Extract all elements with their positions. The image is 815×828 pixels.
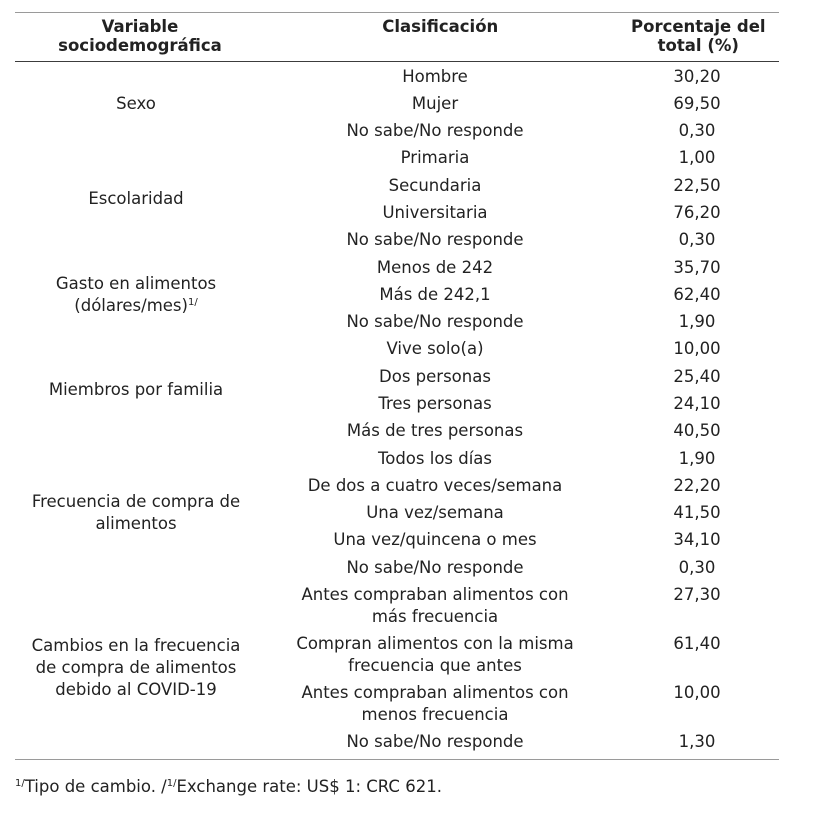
row-classification-line: Una vez/semana xyxy=(366,503,504,523)
row-classification-line: Una vez/quincena o mes xyxy=(333,530,537,550)
group-variable xyxy=(15,491,257,535)
group-variable-line xyxy=(15,635,257,657)
group-variable xyxy=(15,273,257,317)
table-row xyxy=(267,390,779,417)
row-classification-line: menos frecuencia xyxy=(361,704,509,724)
header-classification xyxy=(275,13,606,61)
row-classification xyxy=(267,284,603,306)
row-classification xyxy=(267,311,603,333)
group-variable-line xyxy=(15,679,257,701)
table-row xyxy=(267,554,779,581)
header-variable-line-1: Variable xyxy=(101,17,179,36)
row-classification-line: Primaria xyxy=(400,148,470,168)
table-row xyxy=(267,472,779,499)
row-classification xyxy=(267,502,603,524)
row-percentage: 61,40 xyxy=(673,633,721,653)
row-classification xyxy=(267,448,603,470)
row-percentage: 0,30 xyxy=(678,230,716,250)
group-variable-text: de compra de alimentos xyxy=(35,658,237,678)
group-variable-text: alimentos xyxy=(95,514,177,534)
table-row xyxy=(267,90,779,117)
row-classification-line: Tres personas xyxy=(378,394,492,414)
group-variable-text: Frecuencia de compra de xyxy=(31,492,241,512)
row-classification xyxy=(267,175,603,197)
group-variable xyxy=(15,188,257,210)
row-percentage: 24,10 xyxy=(673,394,721,414)
row-classification-line: frecuencia que antes xyxy=(348,655,522,675)
row-classification-line: Todos los días xyxy=(377,448,493,468)
group-rows xyxy=(267,254,779,336)
row-classification-line: No sabe/No responde xyxy=(346,557,524,577)
row-classification xyxy=(267,120,603,142)
row-classification xyxy=(267,93,603,115)
group-rows xyxy=(267,581,779,755)
table-header xyxy=(15,13,779,61)
row-percentage: 69,50 xyxy=(673,93,721,113)
row-classification-line: No sabe/No responde xyxy=(346,121,524,141)
row-percentage: 0,30 xyxy=(678,121,716,141)
header-variable-line-2: sociodemográfica xyxy=(58,36,222,55)
row-percentage: 76,20 xyxy=(673,203,721,223)
group-variable-text: Miembros por familia xyxy=(48,380,224,400)
row-classification-line: Hombre xyxy=(402,66,468,86)
group-variable-line xyxy=(15,273,257,295)
table-group xyxy=(15,581,779,755)
group-rows xyxy=(267,336,779,445)
row-classification xyxy=(267,338,603,360)
row-classification xyxy=(267,66,603,88)
group-variable xyxy=(15,93,257,115)
row-percentage: 0,30 xyxy=(678,557,716,577)
table-row xyxy=(267,118,779,145)
footnote-text-es: Tipo de cambio. / xyxy=(24,777,167,796)
table-row xyxy=(267,500,779,527)
row-percentage: 30,20 xyxy=(673,66,721,86)
row-classification-line: Menos de 242 xyxy=(376,257,494,277)
table-group xyxy=(15,254,779,336)
header-percentage xyxy=(618,13,779,61)
row-percentage: 34,10 xyxy=(673,530,721,550)
row-percentage: 25,40 xyxy=(673,366,721,386)
group-variable-text: Sexo xyxy=(116,93,156,113)
row-classification xyxy=(267,202,603,224)
table-row xyxy=(267,581,779,630)
row-percentage: 1,90 xyxy=(678,448,716,468)
group-variable-text: (dólares/mes) xyxy=(74,295,188,315)
row-classification xyxy=(267,229,603,251)
header-percentage-line-1: Porcentaje del xyxy=(631,17,766,36)
group-variable xyxy=(15,379,257,401)
row-classification-line: No sabe/No responde xyxy=(346,731,524,751)
row-classification xyxy=(267,557,603,579)
sociodemographic-table xyxy=(15,12,779,760)
group-variable-text: debido al COVID-19 xyxy=(55,680,217,700)
table-row xyxy=(267,728,779,755)
footnote-marker-1: 1/ xyxy=(15,778,25,789)
row-classification xyxy=(267,420,603,442)
group-variable-text: Cambios en la frecuencia xyxy=(31,636,241,656)
row-classification xyxy=(267,731,603,753)
table-row xyxy=(267,679,779,728)
row-classification-line: Dos personas xyxy=(379,366,491,386)
row-classification xyxy=(267,475,603,497)
row-classification xyxy=(267,366,603,388)
row-classification xyxy=(267,257,603,279)
group-variable-line xyxy=(15,513,257,535)
row-classification xyxy=(267,584,603,628)
group-variable-text: Gasto en alimentos xyxy=(55,273,217,293)
group-rows xyxy=(267,145,779,254)
table-bottom-rule xyxy=(15,759,779,760)
group-variable-line xyxy=(15,188,257,210)
table-row xyxy=(267,336,779,363)
footnote-marker-2: 1/ xyxy=(166,778,177,789)
footnote-text-en: Exchange rate: US$ 1: CRC 621. xyxy=(176,777,442,796)
row-percentage: 22,20 xyxy=(673,475,721,495)
row-classification-line: más frecuencia xyxy=(371,606,499,626)
row-classification-line: Antes compraban alimentos con xyxy=(301,682,569,702)
table-row xyxy=(267,145,779,172)
table-row xyxy=(267,418,779,445)
row-classification-line: Vive solo(a) xyxy=(386,339,484,359)
table-row xyxy=(267,630,779,679)
table-body xyxy=(15,62,779,759)
row-classification-line: Secundaria xyxy=(388,175,482,195)
row-percentage: 27,30 xyxy=(673,584,721,604)
footnote-marker: 1/ xyxy=(187,296,198,308)
header-classification-label: Clasificación xyxy=(382,17,499,36)
table-row xyxy=(267,172,779,199)
group-variable-line xyxy=(15,657,257,679)
table-row xyxy=(267,281,779,308)
group-variable-text: Escolaridad xyxy=(88,189,184,209)
row-classification-line: No sabe/No responde xyxy=(346,230,524,250)
table-row xyxy=(267,63,779,90)
row-classification-line: No sabe/No responde xyxy=(346,312,524,332)
row-classification-line: Más de 242,1 xyxy=(379,284,491,304)
row-percentage: 62,40 xyxy=(673,284,721,304)
group-variable xyxy=(15,635,257,701)
row-classification xyxy=(267,393,603,415)
row-classification xyxy=(267,529,603,551)
table-group xyxy=(15,63,779,145)
table-row xyxy=(267,199,779,226)
header-variable xyxy=(15,13,265,61)
row-classification-line: Más de tres personas xyxy=(346,421,524,441)
table-group xyxy=(15,445,779,581)
table-row xyxy=(267,227,779,254)
row-percentage: 10,00 xyxy=(673,682,721,702)
row-classification-line: Mujer xyxy=(411,93,459,113)
table-row xyxy=(267,445,779,472)
row-classification-line: De dos a cuatro veces/semana xyxy=(307,475,563,495)
row-percentage: 1,90 xyxy=(678,312,716,332)
row-percentage: 40,50 xyxy=(673,421,721,441)
row-percentage: 22,50 xyxy=(673,175,721,195)
group-variable-line xyxy=(15,93,257,115)
row-percentage: 41,50 xyxy=(673,503,721,523)
row-classification-line: Compran alimentos con la misma xyxy=(296,633,574,653)
table-group xyxy=(15,145,779,254)
group-rows xyxy=(267,63,779,145)
row-classification xyxy=(267,147,603,169)
row-classification-line: Antes compraban alimentos con xyxy=(301,584,569,604)
row-percentage: 1,00 xyxy=(678,148,716,168)
table-row xyxy=(267,254,779,281)
group-variable-line xyxy=(15,379,257,401)
row-percentage: 1,30 xyxy=(678,731,716,751)
row-classification-line: Universitaria xyxy=(382,203,488,223)
group-rows xyxy=(267,445,779,581)
row-percentage: 10,00 xyxy=(673,339,721,359)
table-group xyxy=(15,336,779,445)
group-variable-line xyxy=(15,295,257,317)
group-variable-line xyxy=(15,491,257,513)
table-footnote xyxy=(15,776,442,798)
table-row xyxy=(267,527,779,554)
table-row xyxy=(267,363,779,390)
row-classification xyxy=(267,633,603,677)
row-percentage: 35,70 xyxy=(673,257,721,277)
row-classification xyxy=(267,682,603,726)
table-row xyxy=(267,309,779,336)
header-percentage-line-2: total (%) xyxy=(657,36,739,55)
